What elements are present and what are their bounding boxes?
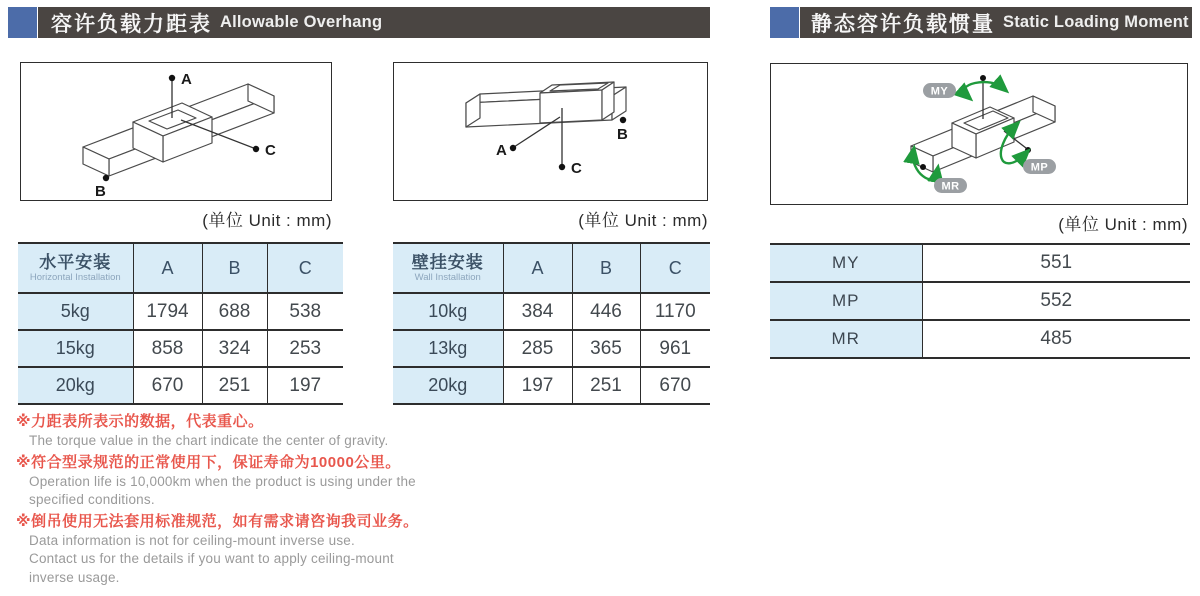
static-moment-section-header [800, 7, 1192, 38]
note-en: specified conditions. [29, 492, 155, 507]
value-cell: 253 [267, 330, 343, 367]
note-zh: ※符合型录规范的正常使用下，保证寿命为10000公里。 [16, 453, 401, 471]
value-cell: 285 [503, 330, 572, 367]
point-c-label: C [571, 160, 582, 177]
static-moment-title-en: Static Loading Moment [1003, 13, 1189, 31]
header-zh: 水平安装 [39, 253, 112, 272]
static-moment-figure [770, 63, 1188, 205]
point-b-label: B [617, 126, 628, 143]
value-cell: 324 [202, 330, 267, 367]
note-zh: ※力距表所表示的数据，代表重心。 [16, 413, 264, 430]
unit-label: (单位 Unit : mm) [1058, 215, 1188, 234]
note-en: Data information is not for ceiling-mount inverse use. [29, 532, 355, 548]
point-c-dot [559, 164, 565, 170]
table-row [770, 244, 1190, 282]
point-b-dot [620, 117, 626, 123]
header-accent-square [770, 7, 799, 38]
moment-value-cell: 551 [922, 244, 1190, 282]
value-cell: 670 [133, 367, 202, 404]
wall-installation-table [393, 242, 710, 405]
header-en: Horizontal Installation [29, 272, 121, 283]
my-badge-label: MY [930, 85, 949, 98]
header-zh: 壁挂安装 [411, 253, 484, 272]
unit-label: (单位 Unit : mm) [202, 211, 332, 230]
table-row [770, 282, 1190, 320]
table-row [18, 293, 343, 330]
value-cell: 858 [133, 330, 202, 367]
static-moment-diagram-icon [771, 64, 1186, 203]
value-cell: 251 [572, 367, 640, 404]
mr-axis-dot [920, 164, 926, 170]
header-accent-square [8, 7, 37, 38]
point-b-label: B [95, 183, 106, 199]
column-header-c: C [640, 243, 710, 293]
moment-label-cell: MY [770, 244, 922, 282]
value-cell: 538 [267, 293, 343, 330]
slider-drawing [540, 82, 614, 123]
column-header-a: A [133, 243, 202, 293]
point-a-dot [510, 145, 516, 151]
value-cell: 961 [640, 330, 710, 367]
load-cell: 20kg [18, 367, 133, 404]
wall-installation-figure [393, 62, 708, 201]
overhang-title-zh: 容许负载力距表 [51, 12, 212, 36]
value-cell: 197 [503, 367, 572, 404]
mp-axis-dot [1025, 147, 1031, 153]
mp-badge-label: MP [1030, 161, 1049, 174]
note-zh: ※倒吊使用无法套用标准规范，如有需求请咨询我司业务。 [16, 512, 419, 530]
column-header-b: B [202, 243, 267, 293]
value-cell: 197 [267, 367, 343, 404]
note-en: Operation life is 10,000km when the product is using under the [29, 473, 416, 489]
point-c-label: C [265, 142, 276, 159]
note-en: Contact us for the details if you want to apply ceiling-mount [29, 551, 394, 566]
footnotes [16, 410, 506, 587]
static-moment-table [770, 243, 1190, 359]
load-cell: 5kg [18, 293, 133, 330]
load-cell: 15kg [18, 330, 133, 367]
value-cell: 1170 [640, 293, 710, 330]
load-cell: 13kg [393, 330, 503, 367]
horizontal-installation-figure [20, 62, 332, 201]
static-moment-title-zh: 静态容许负载惯量 [811, 12, 995, 36]
moment-value-cell: 485 [922, 320, 1190, 358]
table-row [393, 293, 710, 330]
table-row [393, 330, 710, 367]
moment-label-cell: MP [770, 282, 922, 320]
moment-label-cell: MR [770, 320, 922, 358]
table-header-installation [393, 243, 503, 293]
horizontal-installation-diagram-icon [21, 63, 330, 199]
table-row [18, 330, 343, 367]
table-row [393, 367, 710, 404]
value-cell: 446 [572, 293, 640, 330]
note-en: inverse usage. [29, 569, 120, 585]
my-axis-dot [980, 75, 986, 81]
point-c-dot [253, 146, 259, 152]
load-cell: 10kg [393, 293, 503, 330]
point-a-dot [169, 75, 175, 81]
note-en: The torque value in the chart indicate the center of gravity. [29, 433, 389, 448]
load-cell: 20kg [393, 367, 503, 404]
header-en: Wall Installation [414, 272, 481, 283]
table-row [770, 320, 1190, 358]
overhang-title-en: Allowable Overhang [220, 13, 383, 31]
table-row [18, 367, 343, 404]
table-header-installation [18, 243, 133, 293]
value-cell: 688 [202, 293, 267, 330]
wall-installation-diagram-icon [394, 63, 706, 199]
value-cell: 251 [202, 367, 267, 404]
value-cell: 384 [503, 293, 572, 330]
column-header-c: C [267, 243, 343, 293]
value-cell: 1794 [133, 293, 202, 330]
point-a-label: A [181, 71, 192, 88]
column-header-a: A [503, 243, 572, 293]
moment-value-cell: 552 [922, 282, 1190, 320]
value-cell: 670 [640, 367, 710, 404]
unit-label: (单位 Unit : mm) [578, 211, 708, 230]
value-cell: 365 [572, 330, 640, 367]
point-a-label: A [496, 142, 507, 159]
column-header-b: B [572, 243, 640, 293]
point-b-dot [103, 175, 109, 181]
horizontal-installation-table [18, 242, 343, 405]
overhang-section-header [38, 7, 710, 38]
mr-badge-label: MR [941, 180, 960, 193]
